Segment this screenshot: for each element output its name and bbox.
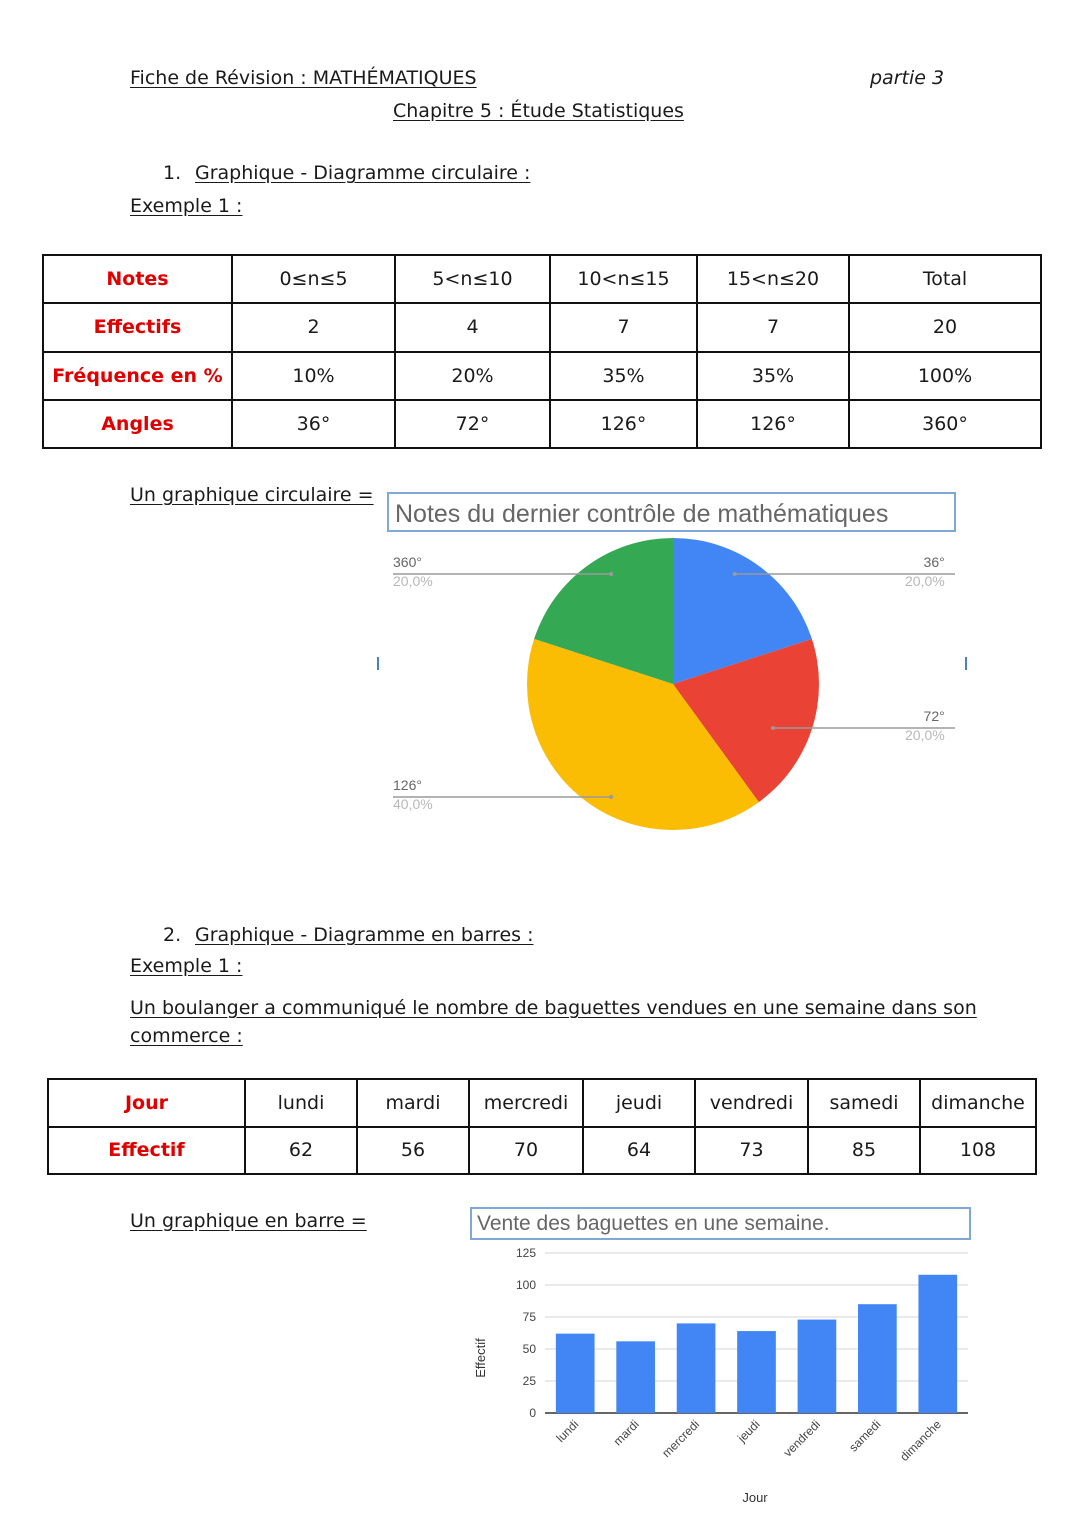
table-cell: 7 [697,303,849,351]
jour-row [48,1079,1036,1127]
x-tick-label: samedi [846,1417,884,1455]
document-title: Fiche de Révision : MATHÉMATIQUES [130,67,477,89]
y-tick-label: 125 [515,1246,536,1260]
y-tick-label: 0 [529,1406,536,1420]
table-cell: 10<n≤15 [550,255,697,303]
section2-intro-line1: Un boulanger a communiqué le nombre de baguettes vendues en une semaine dans son [130,997,977,1019]
section1-number: 1. [163,162,182,184]
table-cell: mardi [357,1079,469,1127]
bar [556,1334,595,1413]
table-cell: 72° [395,400,550,448]
table-cell: 10% [232,352,395,400]
bar-chart [460,1240,980,1520]
pie-leader-dot [609,572,613,576]
pie-label-percent: 40,0% [393,796,433,812]
table-cell: 108 [920,1127,1036,1175]
table-cell: 70 [469,1127,583,1175]
section2-example: Exemple 1 : [130,955,243,977]
table-cell: mercredi [469,1079,583,1127]
table-cell: 85 [808,1127,920,1175]
pie-label-yellow [393,776,433,814]
baguettes-table [47,1078,1037,1175]
frequence-row [43,352,1041,400]
y-tick-label: 25 [522,1374,536,1388]
x-tick-label: mardi [610,1417,642,1449]
bar-chart-caption: Un graphique en barre = [130,1210,367,1232]
x-tick-label: mercredi [659,1417,703,1461]
table-cell: 2 [232,303,395,351]
table-cell: vendredi [695,1079,808,1127]
table-cell: lundi [245,1079,357,1127]
table-cell: dimanche [920,1079,1036,1127]
table-cell: Total [849,255,1041,303]
table-cell: 5<n≤10 [395,255,550,303]
row-head-jour: Jour [48,1079,245,1127]
table-cell: 0≤n≤5 [232,255,395,303]
bar [677,1323,716,1413]
table-cell: 20% [395,352,550,400]
effectifs-row [43,303,1041,351]
section2-title: Graphique - Diagramme en barres : [195,924,534,946]
row-head-effectif: Effectif [48,1127,245,1175]
table-cell: 100% [849,352,1041,400]
pie-chart-caption: Un graphique circulaire = [130,484,374,506]
table-cell: 35% [697,352,849,400]
pie-leader-dot [609,795,613,799]
table-cell: 36° [232,400,395,448]
notes-table [42,254,1042,449]
bar-chart-title: Vente des baguettes en une semaine. [470,1207,971,1240]
pie-label-percent: 20,0% [393,573,433,589]
y-tick-label: 75 [522,1310,536,1324]
y-tick-label: 100 [515,1278,536,1292]
pie-label-angle: 72° [923,708,945,724]
row-head-effectifs: Effectifs [43,303,232,351]
table-cell: 64 [583,1127,695,1175]
table-cell: 56 [357,1127,469,1175]
pie-label-angle: 36° [923,554,945,570]
angles-row [43,400,1041,448]
section2-number: 2. [163,924,182,946]
pie-label-angle: 126° [393,777,422,793]
effectif-row [48,1127,1036,1175]
table-cell: 35% [550,352,697,400]
row-head-angles: Angles [43,400,232,448]
x-tick-label: jeudi [734,1417,763,1446]
row-head-notes: Notes [43,255,232,303]
y-tick-label: 50 [522,1342,536,1356]
x-tick-label: lundi [553,1417,582,1446]
pie-chart-title: Notes du dernier contrôle de mathématiques [387,492,956,532]
table-cell: samedi [808,1079,920,1127]
pie-label-percent: 20,0% [905,573,945,589]
pie-leader-dot [771,726,775,730]
bar [737,1331,776,1413]
table-cell: 360° [849,400,1041,448]
x-tick-label: dimanche [897,1417,944,1464]
table-cell: 7 [550,303,697,351]
section1-example: Exemple 1 : [130,195,243,217]
table-cell: 15<n≤20 [697,255,849,303]
bar [858,1304,897,1413]
bar [616,1341,655,1413]
table-cell: 20 [849,303,1041,351]
table-cell: 4 [395,303,550,351]
section2-intro-line2: commerce : [130,1025,243,1047]
part-label: partie 3 [870,67,945,89]
pie-label-angle: 360° [393,554,422,570]
chapter-title: Chapitre 5 : Étude Statistiques [393,100,684,122]
pie-chart [370,530,980,850]
table-cell: 126° [550,400,697,448]
notes-row [43,255,1041,303]
pie-label-red [905,707,945,745]
table-cell: 73 [695,1127,808,1175]
bar [798,1320,837,1413]
section1-title: Graphique - Diagramme circulaire : [195,162,531,184]
table-cell: 62 [245,1127,357,1175]
pie-leader-dot [733,572,737,576]
table-cell: jeudi [583,1079,695,1127]
row-head-frequence: Fréquence en % [43,352,232,400]
table-cell: 126° [697,400,849,448]
x-axis-title: Jour [742,1490,768,1505]
pie-label-blue [905,553,945,591]
y-axis-title: Effectif [473,1338,488,1378]
x-tick-label: vendredi [780,1417,824,1460]
pie-label-percent: 20,0% [905,727,945,743]
pie-label-green [393,553,433,591]
bar [918,1275,957,1413]
